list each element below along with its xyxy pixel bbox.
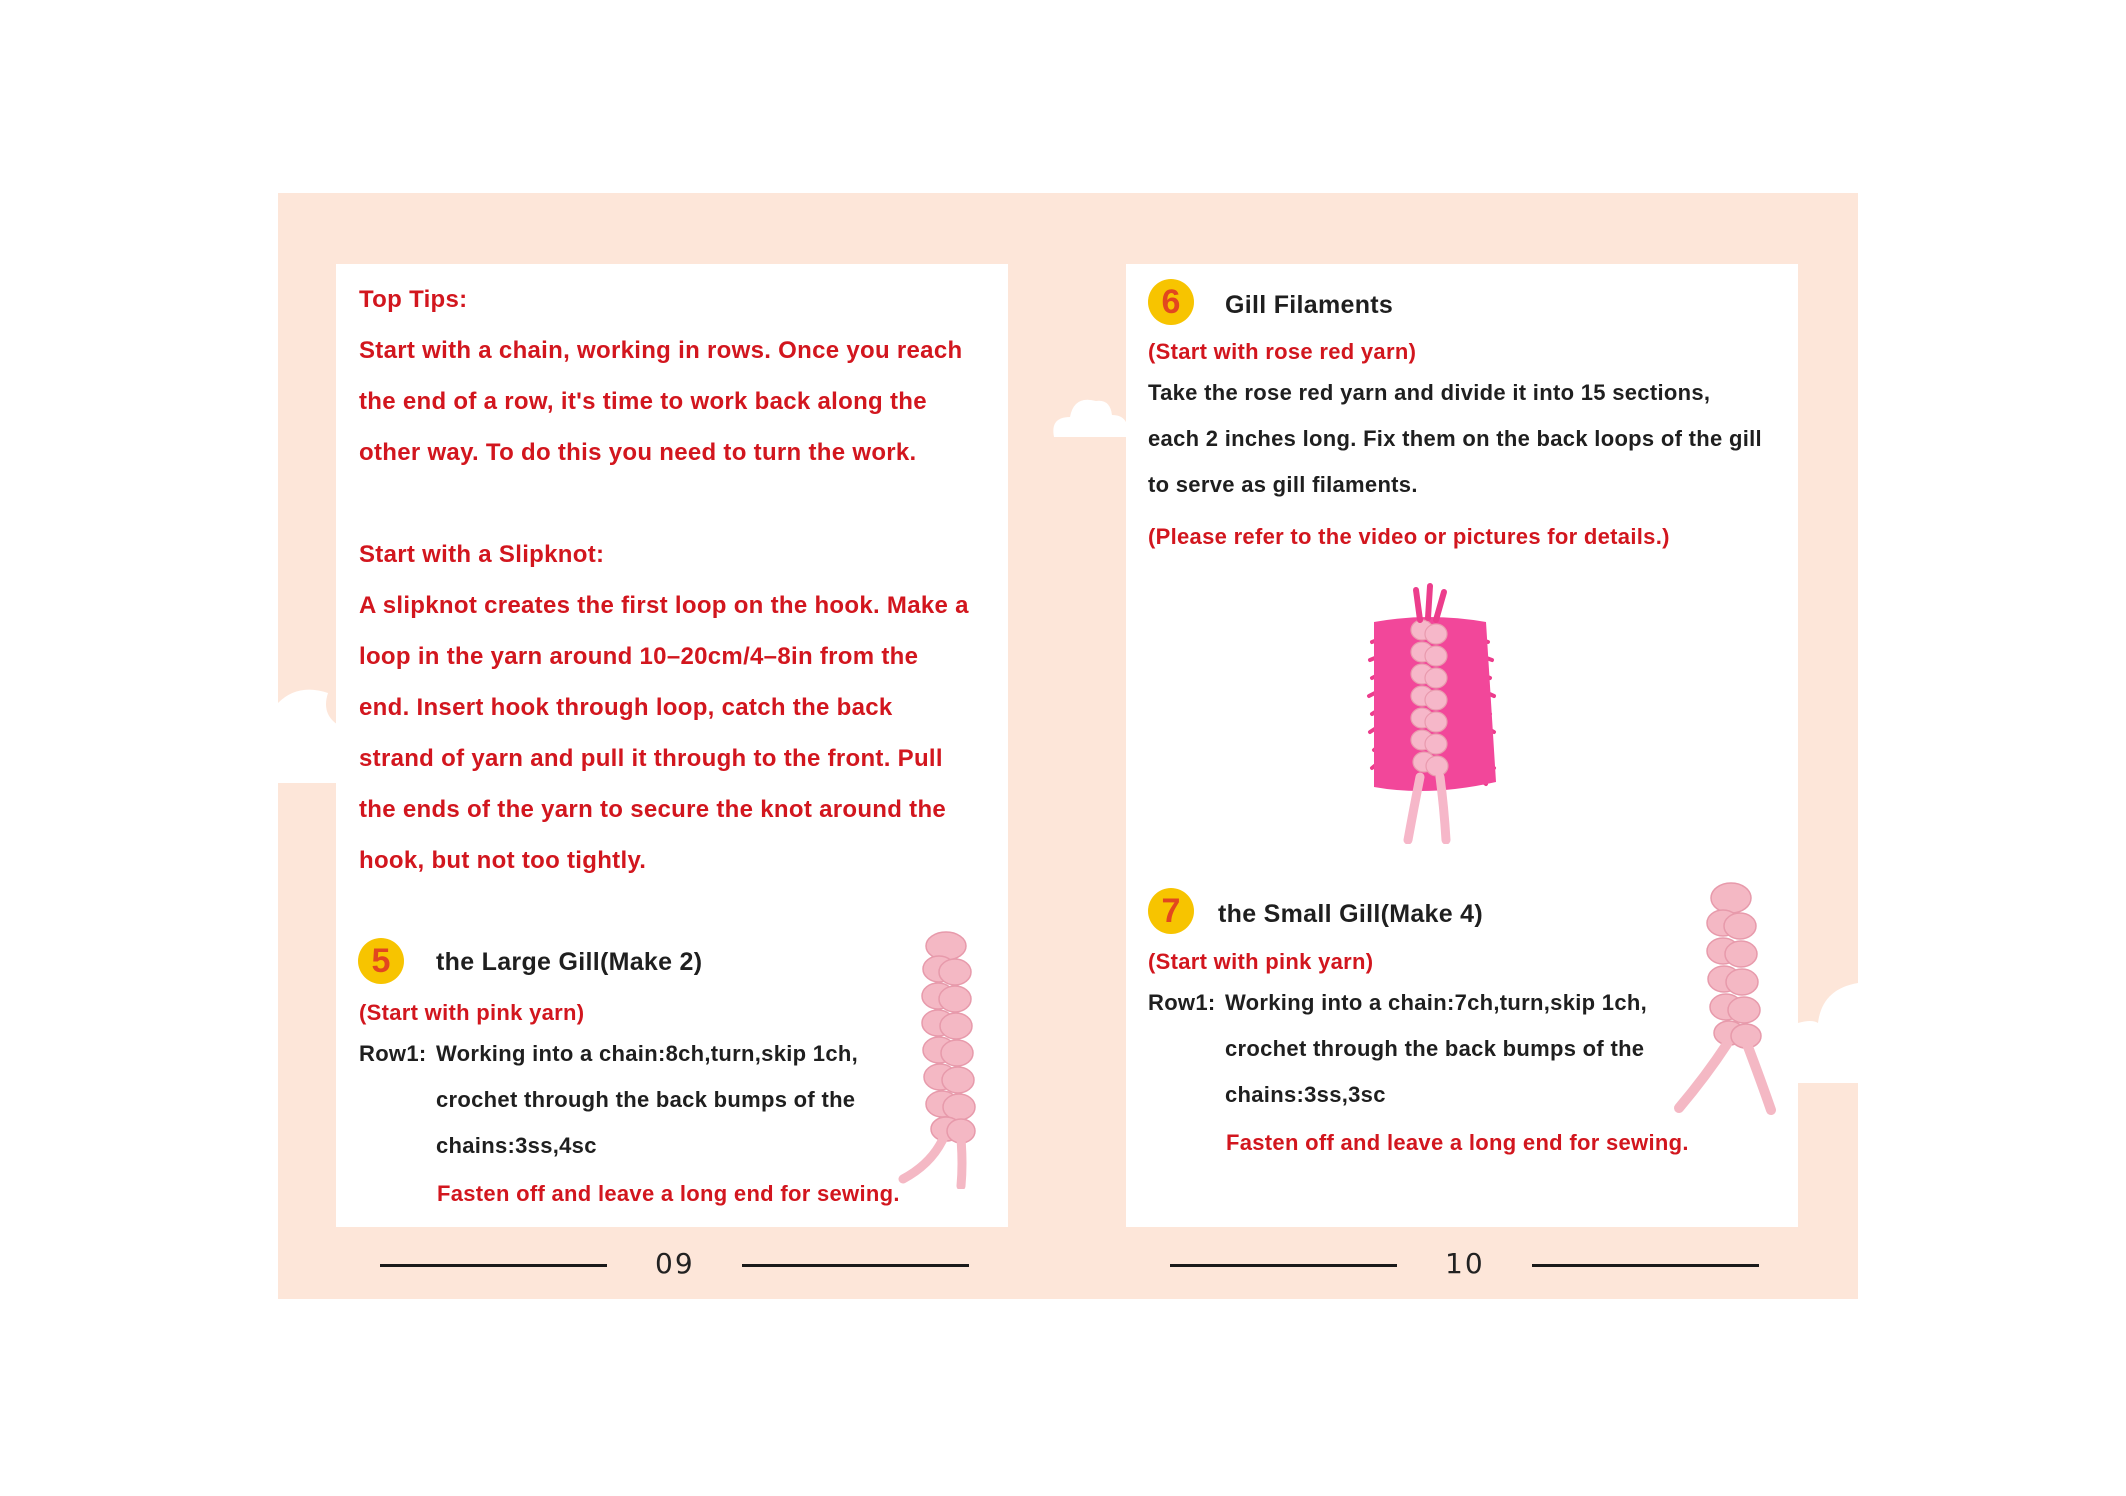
tips-line: the end of a row, it's time to work back along the (359, 388, 927, 415)
footer-rule (1170, 1264, 1397, 1267)
step-5-title: the Large Gill(Make 2) (436, 948, 703, 976)
step-6-body-line: Take the rose red yarn and divide it into 15 sections, (1148, 380, 1711, 405)
step-7-badge: 7 (1148, 888, 1194, 934)
step-7-row-label: Row1: (1148, 990, 1216, 1015)
small-gill-yarn-image (1671, 876, 1796, 1116)
step-6-title: Gill Filaments (1225, 291, 1394, 319)
step-7-fasten-note: Fasten off and leave a long end for sewing. (1226, 1130, 1689, 1155)
step-5-row-label: Row1: (359, 1041, 427, 1066)
slipknot-title: Start with a Slipknot: (359, 541, 605, 568)
step-5-fasten-note: Fasten off and leave a long end for sewing. (437, 1181, 900, 1206)
step-5-row-line: Working into a chain:8ch,turn,skip 1ch, (436, 1041, 859, 1066)
step-7-row-line: Working into a chain:7ch,turn,skip 1ch, (1225, 990, 1648, 1015)
page-number-right: 10 (1445, 1247, 1485, 1280)
step-6-refer-note: (Please refer to the video or pictures for details.) (1148, 524, 1670, 549)
step-6-badge: 6 (1148, 279, 1194, 325)
large-gill-yarn-image (891, 924, 1001, 1189)
slipknot-line: end. Insert hook through loop, catch the back (359, 694, 893, 721)
booklet-spread (278, 193, 1858, 1299)
slipknot-line: loop in the yarn around 10–20cm/4–8in from the (359, 643, 919, 670)
tips-line: Start with a chain, working in rows. Once you reach (359, 337, 963, 364)
step-6-yarn-note: (Start with rose red yarn) (1148, 339, 1417, 364)
gill-filaments-yarn-image (1364, 582, 1514, 844)
step-7-row-line: crochet through the back bumps of the (1225, 1036, 1645, 1061)
step-5-yarn-note: (Start with pink yarn) (359, 1000, 585, 1025)
slipknot-line: strand of yarn and pull it through to the front. Pull (359, 745, 943, 772)
step-5-row-line: crochet through the back bumps of the (436, 1087, 856, 1112)
step-5-row-line: chains:3ss,4sc (436, 1133, 597, 1158)
tips-title: Top Tips: (359, 286, 468, 313)
cloud-right-decoration (1798, 983, 1858, 1083)
step-6-body-line: to serve as gill filaments. (1148, 472, 1418, 497)
step-6-body-line: each 2 inches long. Fix them on the back loops of the gill (1148, 426, 1762, 451)
footer-rule (1532, 1264, 1759, 1267)
page-number-left: 09 (655, 1247, 695, 1280)
step-7-row-line: chains:3ss,3sc (1225, 1082, 1386, 1107)
cloud-center-decoration (1050, 391, 1130, 441)
left-page (336, 264, 1008, 1227)
slipknot-line: A slipknot creates the first loop on the hook. Make a (359, 592, 969, 619)
step-7-yarn-note: (Start with pink yarn) (1148, 949, 1374, 974)
right-page (1126, 264, 1798, 1227)
step-5-badge: 5 (358, 938, 404, 984)
tips-line: other way. To do this you need to turn the work. (359, 439, 917, 466)
footer-rule (742, 1264, 969, 1267)
step-7-title: the Small Gill(Make 4) (1218, 900, 1484, 928)
slipknot-line: hook, but not too tightly. (359, 847, 647, 874)
slipknot-line: the ends of the yarn to secure the knot around the (359, 796, 947, 823)
footer-rule (380, 1264, 607, 1267)
